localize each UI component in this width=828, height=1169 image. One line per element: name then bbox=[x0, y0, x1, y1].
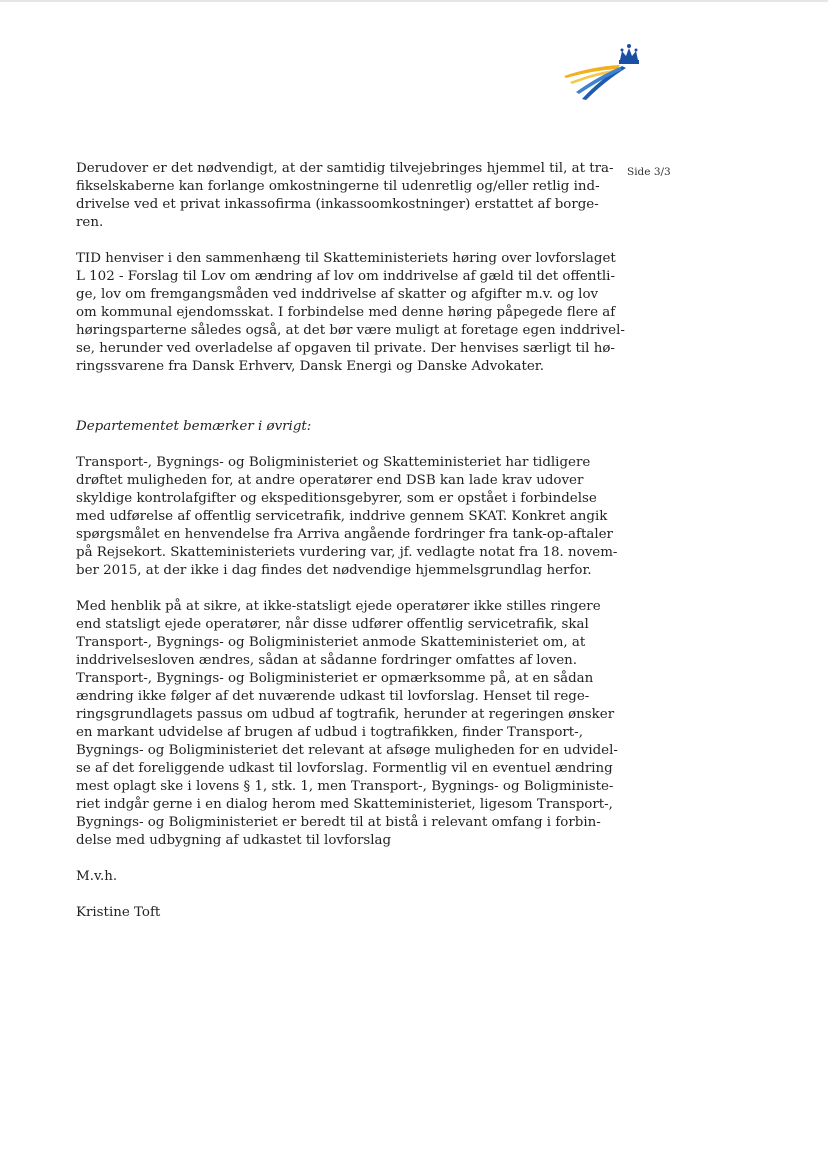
text-line: ændring ikke følger af det nuværende udkast til lovforslag. Henset til rege- bbox=[76, 689, 590, 704]
closing-greeting-text: M.v.h. bbox=[76, 869, 118, 884]
text-line: ringssvarene fra Dansk Erhverv, Dansk Energi og Danske Advokater. bbox=[76, 359, 544, 374]
text-line: en markant udvidelse af brugen af udbud i togtrafikken, finder Transport-, bbox=[76, 725, 583, 740]
text-line: Transport-, Bygnings- og Boligministeriet er opmærksomme på, at en sådan bbox=[76, 671, 594, 686]
text-line: fikselskaberne kan forlange omkostningerne til udenretlig og/eller retlig ind- bbox=[76, 179, 600, 194]
section-heading bbox=[76, 418, 592, 436]
paragraph-tid-hoering bbox=[76, 250, 625, 376]
text-line: drøftet muligheden for, at andre operatører end DSB kan lade krav udover bbox=[76, 473, 584, 488]
text-line: Med henblik på at sikre, at ikke-statsligt ejede operatører ikke stilles ringere bbox=[76, 599, 601, 614]
text-line: drivelse ved et privat inkassofirma (inkassoomkostninger) erstattet af borge- bbox=[76, 197, 599, 212]
text-line: ringsgrundlagets passus om udbud af togtrafik, herunder at regeringen ønsker bbox=[76, 707, 615, 722]
text-line: L 102 - Forslag til Lov om ændring af lov om inddrivelse af gæld til det offentli- bbox=[76, 269, 615, 284]
signature-name-text: Kristine Toft bbox=[76, 905, 161, 920]
closing-greeting bbox=[76, 868, 592, 886]
text-line: riet indgår gerne i en dialog herom med Skatteministeriet, ligesom Transport-, bbox=[76, 797, 613, 812]
text-line: inddrivelsesloven ændres, sådan at sådanne fordringer omfattes af loven. bbox=[76, 653, 578, 668]
ministry-crown-logo bbox=[562, 42, 648, 102]
text-line: se af det foreliggende udkast til lovforslag. Formentlig vil en eventuel ændring bbox=[76, 761, 613, 776]
text-line: høringsparterne således også, at det bør være muligt at foretage egen inddrivel- bbox=[76, 323, 625, 338]
text-line: ren. bbox=[76, 215, 104, 230]
text-line: på Rejsekort. Skatteministeriets vurdering var, jf. vedlagte notat fra 18. novem- bbox=[76, 545, 618, 560]
text-line: se, herunder ved overladelse af opgaven til private. Der henvises særligt til hø- bbox=[76, 341, 615, 356]
page-number-label: Side 3/3 bbox=[627, 166, 671, 178]
text-line: med udførelse af offentlig servicetrafik, inddrive gennem SKAT. Konkret angik bbox=[76, 509, 608, 524]
letter-body bbox=[76, 160, 625, 922]
signature-name bbox=[76, 904, 592, 922]
text-line: TID henviser i den sammenhæng til Skatteministeriets høring over lovforslaget bbox=[76, 251, 616, 266]
text-line: Bygnings- og Boligministeriet det relevant at afsøge muligheden for en udvidel- bbox=[76, 743, 618, 758]
text-line: skyldige kontrolafgifter og ekspeditionsgebyrer, som er opstået i forbindelse bbox=[76, 491, 597, 506]
scan-edge bbox=[0, 0, 828, 2]
text-line: ge, lov om fremgangsmåden ved inddrivelse af skatter og afgifter m.v. og lov bbox=[76, 287, 599, 302]
text-line: delse med udbygning af udkastet til lovforslag bbox=[76, 833, 392, 848]
text-line: Transport-, Bygnings- og Boligministeriet anmode Skatteministeriet om, at bbox=[76, 635, 586, 650]
paragraph-henblik bbox=[76, 598, 618, 850]
text-line: ber 2015, at der ikke i dag findes det nødvendige hjemmelsgrundlag herfor. bbox=[76, 563, 592, 578]
text-line: Transport-, Bygnings- og Boligministeriet og Skatteministeriet har tidligere bbox=[76, 455, 591, 470]
text-line: Bygnings- og Boligministeriet er beredt til at bistå i relevant omfang i forbin- bbox=[76, 815, 601, 830]
text-line: spørgsmålet en henvendelse fra Arriva angående fordringer fra tank-op-aftaler bbox=[76, 527, 613, 542]
paragraph-droeftet bbox=[76, 454, 618, 580]
section-heading-text: Departementet bemærker i øvrigt: bbox=[76, 419, 312, 434]
text-line: mest oplagt ske i lovens § 1, stk. 1, men Transport-, Bygnings- og Boligministe- bbox=[76, 779, 614, 794]
paragraph-hjemmel bbox=[76, 160, 614, 232]
text-line: end statsligt ejede operatører, når disse udfører offentlig servicetrafik, skal bbox=[76, 617, 589, 632]
text-line: Derudover er det nødvendigt, at der samtidig tilvejebringes hjemmel til, at tra- bbox=[76, 161, 614, 176]
text-line: om kommunal ejendomsskat. I forbindelse med denne høring påpegede flere af bbox=[76, 305, 616, 320]
